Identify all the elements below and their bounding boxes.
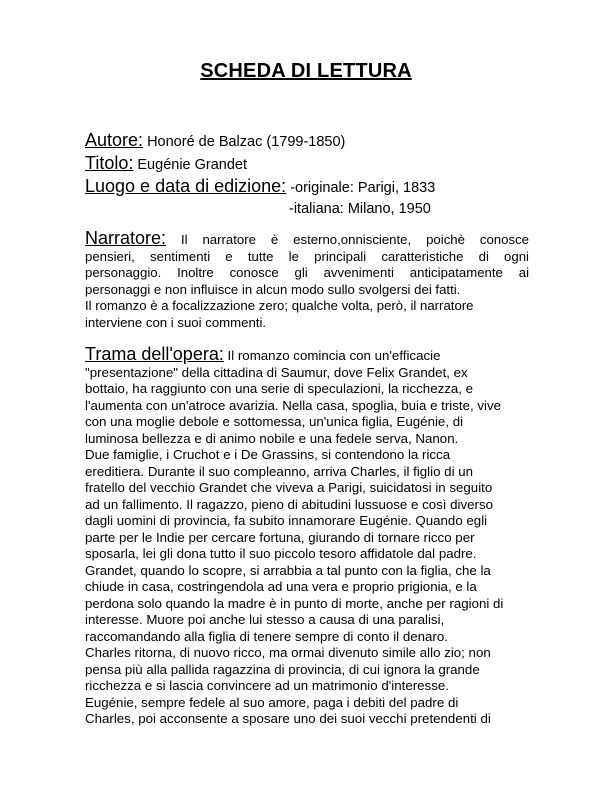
- paragraph-line: Charles ritorna, di nuovo ricco, ma ormai divenuto simile allo zio; non: [85, 645, 491, 660]
- author-row: [85, 130, 535, 153]
- paragraph-line: Due famiglie, i Cruchot e i De Grassins, si contendono la ricca: [85, 447, 451, 462]
- paragraph-line: luminosa bellezza e di animo nobile e una fedele serva, Nanon.: [85, 430, 459, 446]
- paragraph-line: Grandet, quando lo scopre, si arrabbia a tal punto con la figlia, che la: [85, 562, 491, 578]
- paragraph-line: parte per le Indie per cercare fortuna, giurando di tornare ricco per: [85, 529, 475, 545]
- author-value: Honoré de Balzac (1799-1850): [143, 134, 346, 150]
- edition-label: Luogo e data di edizione:: [85, 176, 287, 196]
- page-title: SCHEDA DI LETTURA: [200, 60, 412, 82]
- narrator-label: Narratore:: [85, 228, 167, 248]
- plot-first-line: [85, 346, 529, 365]
- paragraph-line: ereditiera. Durante il suo compleanno, arriva Charles, il figlio di un: [85, 463, 474, 479]
- paragraph-line: "presentazione" della cittadina di Saumur, dove Felix Grandet, ex: [85, 364, 468, 380]
- author-label: Autore:: [85, 130, 144, 150]
- paragraph-line: dagli uomini di provincia, fa subito innamorare Eugénie. Quando egli: [85, 513, 488, 528]
- paragraph-line: fratello del vecchio Grandet che viveva a Parigi, suicidatosi in seguito: [85, 480, 493, 495]
- paragraph-line: chiude in casa, costringendola ad una vera e proprio prigionia, e la: [85, 579, 477, 594]
- edition-original: -originale: Parigi, 1833: [286, 180, 436, 196]
- paragraph-line: perdona solo quando la madre è in punto di morte, anche per ragioni di: [85, 595, 504, 611]
- paragraph-line: ad un fallimento. Il ragazzo, pieno di abitudini lussuose e così diverso: [85, 496, 494, 512]
- plot-text-start: Il romanzo comincia con un'efficacie: [223, 348, 441, 363]
- paragraph-line: pensieri, sentimenti e tutte le principali caratteristiche di ogni: [85, 248, 529, 264]
- paragraph-line: l'aumenta con un'atroce avarizia. Nella casa, spoglia, buia e triste, vive: [85, 397, 502, 413]
- book-title-value: Eugénie Grandet: [133, 157, 248, 173]
- paragraph-line: raccomandando alla figlia di tenere sempre di conto il denaro.: [85, 628, 448, 644]
- edition-italian: -italiana: Milano, 1950: [289, 201, 431, 217]
- book-title-label: Titolo:: [85, 153, 134, 173]
- paragraph-line: Il romanzo è a focalizzazione zero; qualche volta, però, il narratore: [85, 298, 474, 313]
- paragraph-line: ricchezza e si lascia convincere ad un matrimonio d'interesse.: [85, 678, 449, 693]
- narrator-text-start: Il narratore è esterno,onnisciente, poichè conosce: [166, 232, 529, 247]
- narrator-first-line: [85, 230, 529, 249]
- narrator-section: [85, 230, 529, 331]
- paragraph-line: interesse. Muore poi anche lui stesso a causa di una paralisi,: [85, 612, 445, 627]
- paragraph-line: sposarla, lei gli dona tutto il suo piccolo tesoro affidatole dal padre.: [85, 546, 477, 561]
- plot-section: [85, 346, 529, 728]
- edition-row: [85, 176, 535, 199]
- plot-label: Trama dell'opera:: [85, 344, 224, 364]
- paragraph-line: pensa più alla pallida ragazzina di provincia, di cui ignora la grande: [85, 661, 480, 677]
- paragraph-line: Charles, poi acconsente a sposare uno dei suoi vecchi pretendenti di: [85, 711, 491, 726]
- paragraph-line: interviene con i suoi commenti.: [85, 314, 267, 330]
- paragraph-line: bottaio, ha raggiunto con una serie di speculazioni, la ricchezza, e: [85, 381, 474, 396]
- paragraph-line: personaggi e non influisce in alcun modo sullo svolgersi dei fatti.: [85, 281, 461, 297]
- title-row: [85, 153, 535, 176]
- paragraph-line: con una moglie debole e sottomessa, un'unica figlia, Eugénie, di: [85, 414, 464, 429]
- book-info: [85, 130, 535, 220]
- paragraph-line: personaggio. Inoltre conosce gli avvenimenti anticipatamente ai: [85, 265, 529, 280]
- paragraph-line: Eugénie, sempre fedele al suo amore, paga i debiti del padre di: [85, 694, 459, 710]
